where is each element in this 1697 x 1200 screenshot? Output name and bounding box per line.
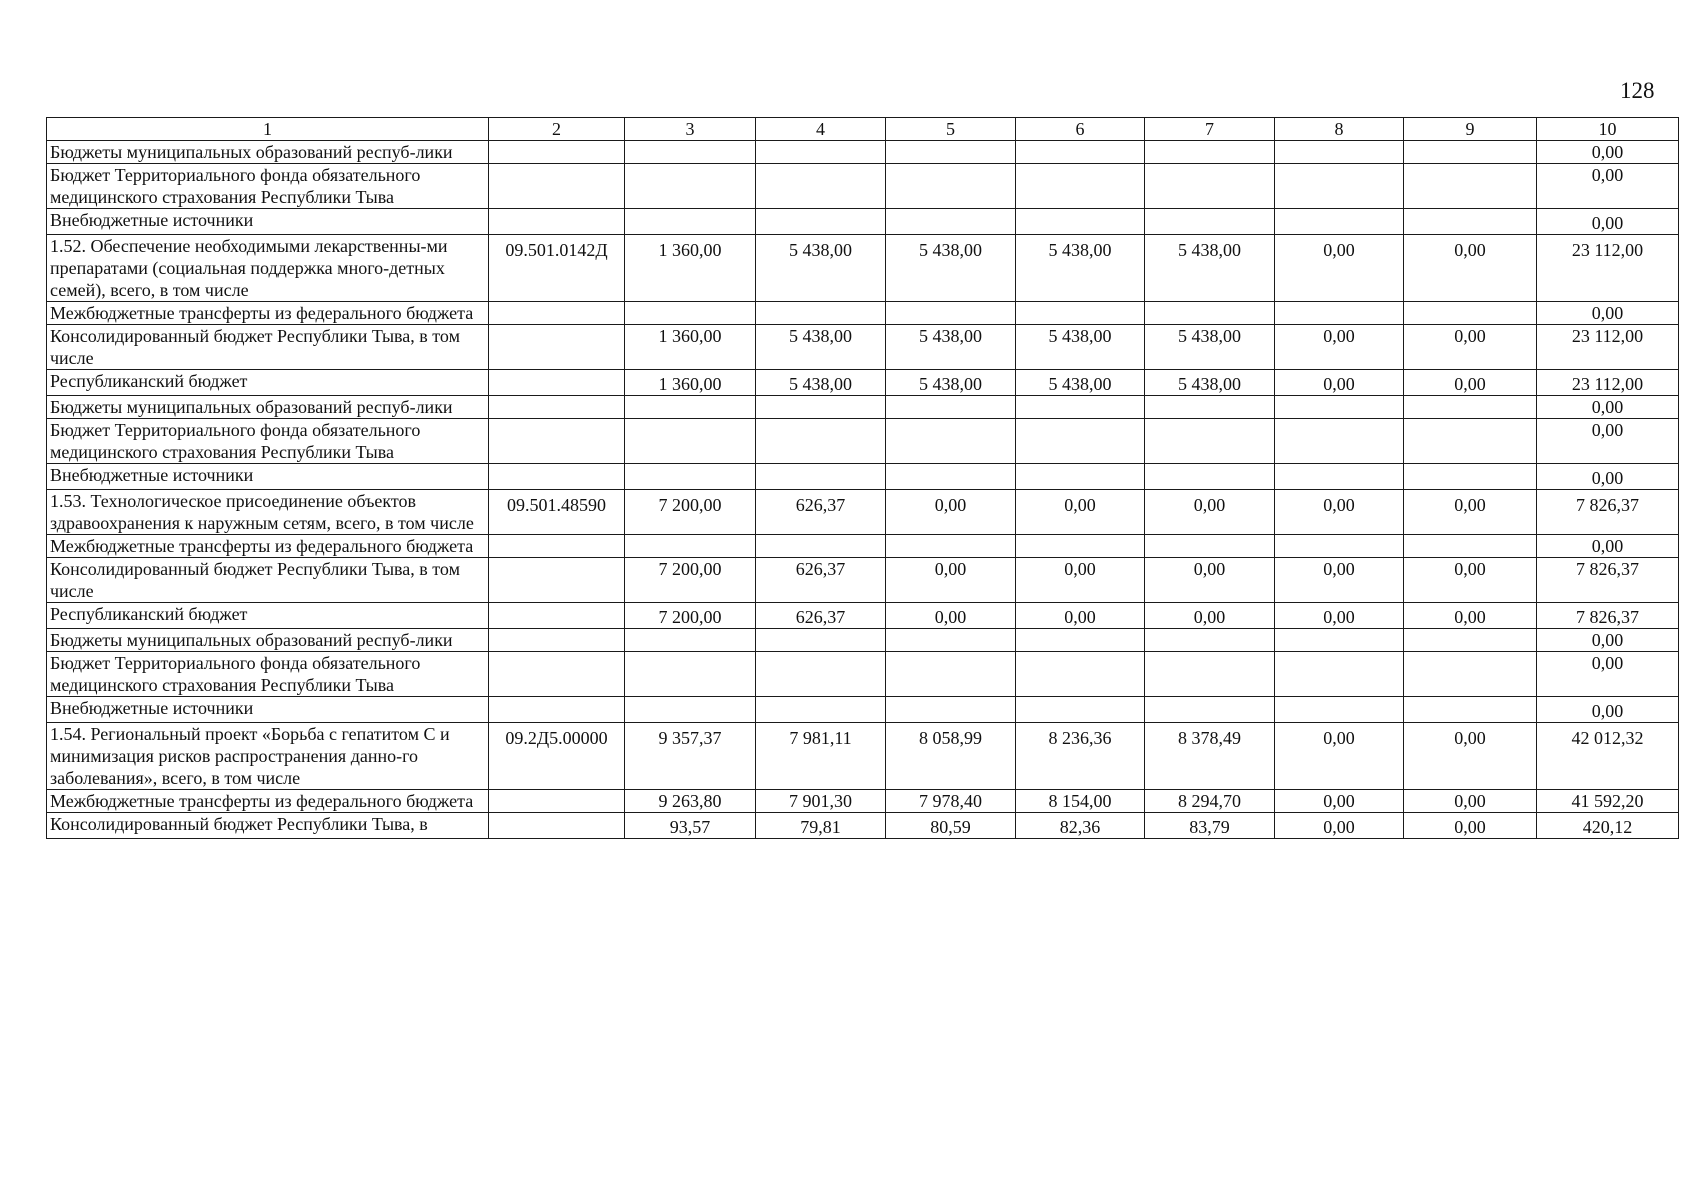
budget-table [46, 117, 1679, 839]
row-value [1275, 629, 1404, 652]
row-value: 7 200,00 [625, 603, 756, 629]
row-label: Консолидированный бюджет Республики Тыва, в [47, 813, 489, 839]
row-value: 5 438,00 [756, 370, 886, 396]
row-total: 7 826,37 [1537, 603, 1679, 629]
row-value [1275, 209, 1404, 235]
row-code [489, 790, 625, 813]
row-value [625, 652, 756, 697]
row-value [625, 209, 756, 235]
row-value [886, 629, 1016, 652]
row-value: 5 438,00 [1016, 370, 1145, 396]
row-value: 0,00 [1145, 558, 1275, 603]
column-header: 4 [756, 118, 886, 141]
row-value: 0,00 [1275, 490, 1404, 535]
row-value [756, 652, 886, 697]
row-label: 1.52. Обеспечение необходимыми лекарственны-ми препаратами (социальная поддержка много-детных семей), всего, в том числе [47, 235, 489, 302]
row-value: 0,00 [1404, 370, 1537, 396]
row-value: 0,00 [1275, 813, 1404, 839]
row-value: 0,00 [1275, 235, 1404, 302]
row-total: 0,00 [1537, 396, 1679, 419]
row-value [886, 396, 1016, 419]
row-value [886, 652, 1016, 697]
row-value: 0,00 [1404, 790, 1537, 813]
row-value: 8 294,70 [1145, 790, 1275, 813]
row-value: 5 438,00 [1145, 370, 1275, 396]
row-value [1145, 629, 1275, 652]
column-header: 10 [1537, 118, 1679, 141]
row-value: 0,00 [1275, 558, 1404, 603]
row-value: 0,00 [1275, 370, 1404, 396]
table-row [47, 464, 1679, 490]
row-value [756, 419, 886, 464]
row-value [1275, 419, 1404, 464]
table-row [47, 164, 1679, 209]
row-value: 7 901,30 [756, 790, 886, 813]
row-value [886, 464, 1016, 490]
row-total: 0,00 [1537, 535, 1679, 558]
row-code [489, 535, 625, 558]
row-label: Консолидированный бюджет Республики Тыва, в том числе [47, 325, 489, 370]
column-header: 6 [1016, 118, 1145, 141]
row-value: 0,00 [1016, 558, 1145, 603]
row-value [886, 302, 1016, 325]
table-row [47, 141, 1679, 164]
row-value: 5 438,00 [1016, 325, 1145, 370]
row-total: 42 012,32 [1537, 723, 1679, 790]
table-row [47, 235, 1679, 302]
row-value: 0,00 [1275, 325, 1404, 370]
table-row [47, 813, 1679, 839]
column-header: 5 [886, 118, 1016, 141]
row-value: 0,00 [1404, 813, 1537, 839]
table-row [47, 419, 1679, 464]
row-value [1016, 164, 1145, 209]
row-value [886, 419, 1016, 464]
row-value [625, 629, 756, 652]
row-code [489, 558, 625, 603]
row-value [1275, 652, 1404, 697]
table-row [47, 723, 1679, 790]
row-code [489, 813, 625, 839]
row-code [489, 302, 625, 325]
column-header: 1 [47, 118, 489, 141]
row-code [489, 209, 625, 235]
row-label: 1.53. Технологическое присоединение объектов здравоохранения к наружным сетям, всего, в том числе [47, 490, 489, 535]
row-value: 5 438,00 [886, 370, 1016, 396]
row-value: 0,00 [1145, 603, 1275, 629]
column-header: 2 [489, 118, 625, 141]
column-header: 3 [625, 118, 756, 141]
row-value: 626,37 [756, 558, 886, 603]
row-value: 0,00 [1404, 490, 1537, 535]
row-value [625, 535, 756, 558]
row-label: 1.54. Региональный проект «Борьба с гепатитом С и минимизация рисков распространения данно-го заболевания», всего, в том числе [47, 723, 489, 790]
row-value: 0,00 [1016, 490, 1145, 535]
row-code [489, 141, 625, 164]
row-label: Бюджеты муниципальных образований респуб-лики [47, 396, 489, 419]
row-total: 0,00 [1537, 141, 1679, 164]
row-value [1404, 209, 1537, 235]
row-value: 0,00 [886, 603, 1016, 629]
column-header: 8 [1275, 118, 1404, 141]
row-total: 23 112,00 [1537, 235, 1679, 302]
row-value [756, 697, 886, 723]
row-total: 0,00 [1537, 629, 1679, 652]
row-total: 420,12 [1537, 813, 1679, 839]
row-value [625, 464, 756, 490]
row-value: 0,00 [1404, 235, 1537, 302]
row-value [756, 164, 886, 209]
row-value: 0,00 [1275, 603, 1404, 629]
row-code [489, 697, 625, 723]
row-value [1145, 396, 1275, 419]
table-row [47, 490, 1679, 535]
row-value [1275, 697, 1404, 723]
row-value [756, 535, 886, 558]
row-value: 93,57 [625, 813, 756, 839]
row-value [1404, 302, 1537, 325]
row-value [1404, 697, 1537, 723]
row-value [756, 209, 886, 235]
row-value [1404, 652, 1537, 697]
row-value: 5 438,00 [1145, 235, 1275, 302]
row-value [1275, 396, 1404, 419]
row-total: 23 112,00 [1537, 370, 1679, 396]
row-value [1145, 697, 1275, 723]
row-value [1016, 652, 1145, 697]
row-value [756, 629, 886, 652]
row-code: 09.501.48590 [489, 490, 625, 535]
row-label: Внебюджетные источники [47, 209, 489, 235]
row-value: 0,00 [1404, 325, 1537, 370]
row-value [1016, 302, 1145, 325]
table-row [47, 209, 1679, 235]
row-value [1145, 419, 1275, 464]
row-value [1404, 535, 1537, 558]
row-value: 0,00 [1275, 723, 1404, 790]
row-value [1145, 652, 1275, 697]
row-code [489, 370, 625, 396]
row-value: 0,00 [1016, 603, 1145, 629]
column-header: 7 [1145, 118, 1275, 141]
row-label: Межбюджетные трансферты из федерального бюджета [47, 302, 489, 325]
row-value: 79,81 [756, 813, 886, 839]
row-total: 0,00 [1537, 209, 1679, 235]
row-total: 0,00 [1537, 419, 1679, 464]
row-value [1016, 396, 1145, 419]
row-label: Бюджет Территориального фонда обязательного медицинского страхования Республики Тыва [47, 164, 489, 209]
row-value [1404, 464, 1537, 490]
row-value: 0,00 [1145, 490, 1275, 535]
row-value: 1 360,00 [625, 235, 756, 302]
column-number-row [47, 118, 1679, 141]
row-value: 9 263,80 [625, 790, 756, 813]
row-value: 5 438,00 [886, 325, 1016, 370]
row-value: 80,59 [886, 813, 1016, 839]
row-value: 8 154,00 [1016, 790, 1145, 813]
row-value: 9 357,37 [625, 723, 756, 790]
row-label: Республиканский бюджет [47, 370, 489, 396]
row-value: 0,00 [886, 490, 1016, 535]
row-label: Бюджет Территориального фонда обязательного медицинского страхования Республики Тыва [47, 419, 489, 464]
row-code [489, 603, 625, 629]
row-value: 5 438,00 [1145, 325, 1275, 370]
table-row [47, 603, 1679, 629]
row-value: 0,00 [886, 558, 1016, 603]
row-value [1404, 396, 1537, 419]
row-value [625, 697, 756, 723]
row-value: 83,79 [1145, 813, 1275, 839]
row-value [1145, 141, 1275, 164]
row-value: 7 978,40 [886, 790, 1016, 813]
row-value: 626,37 [756, 490, 886, 535]
row-value [1275, 302, 1404, 325]
row-value [1404, 629, 1537, 652]
row-total: 41 592,20 [1537, 790, 1679, 813]
row-value [1016, 141, 1145, 164]
row-value: 5 438,00 [1016, 235, 1145, 302]
row-value [1145, 302, 1275, 325]
row-value [625, 164, 756, 209]
row-value [1016, 209, 1145, 235]
table-row [47, 790, 1679, 813]
row-value [1145, 464, 1275, 490]
row-total: 0,00 [1537, 164, 1679, 209]
row-code [489, 464, 625, 490]
row-value: 5 438,00 [756, 235, 886, 302]
row-total: 23 112,00 [1537, 325, 1679, 370]
row-label: Внебюджетные источники [47, 464, 489, 490]
row-value: 7 200,00 [625, 558, 756, 603]
row-value: 1 360,00 [625, 325, 756, 370]
row-total: 0,00 [1537, 302, 1679, 325]
row-code [489, 164, 625, 209]
row-value [886, 141, 1016, 164]
table-row [47, 396, 1679, 419]
row-value: 0,00 [1275, 790, 1404, 813]
row-value [886, 697, 1016, 723]
row-value: 0,00 [1404, 603, 1537, 629]
row-value [625, 141, 756, 164]
table-row [47, 629, 1679, 652]
row-value [886, 209, 1016, 235]
row-value [756, 302, 886, 325]
row-value [625, 302, 756, 325]
row-value [1016, 629, 1145, 652]
row-value: 7 981,11 [756, 723, 886, 790]
row-value: 0,00 [1404, 558, 1537, 603]
table-row [47, 535, 1679, 558]
row-value: 5 438,00 [886, 235, 1016, 302]
row-value [1404, 419, 1537, 464]
row-label: Внебюджетные источники [47, 697, 489, 723]
table-row [47, 370, 1679, 396]
row-value [1275, 535, 1404, 558]
page-number: 128 [1620, 78, 1655, 103]
row-value: 0,00 [1404, 723, 1537, 790]
row-code [489, 419, 625, 464]
row-value [1404, 141, 1537, 164]
row-value [1145, 209, 1275, 235]
table-row [47, 325, 1679, 370]
row-value: 82,36 [1016, 813, 1145, 839]
row-label: Республиканский бюджет [47, 603, 489, 629]
row-value [1275, 141, 1404, 164]
table-row [47, 558, 1679, 603]
row-value [886, 535, 1016, 558]
row-value [756, 396, 886, 419]
row-value [1145, 535, 1275, 558]
column-header: 9 [1404, 118, 1537, 141]
row-value: 8 236,36 [1016, 723, 1145, 790]
row-total: 0,00 [1537, 464, 1679, 490]
row-value: 8 058,99 [886, 723, 1016, 790]
row-code [489, 652, 625, 697]
row-value: 8 378,49 [1145, 723, 1275, 790]
table-row [47, 697, 1679, 723]
row-value [1404, 164, 1537, 209]
row-value: 5 438,00 [756, 325, 886, 370]
row-label: Межбюджетные трансферты из федерального бюджета [47, 535, 489, 558]
row-total: 7 826,37 [1537, 558, 1679, 603]
row-label: Межбюджетные трансферты из федерального бюджета [47, 790, 489, 813]
row-value [886, 164, 1016, 209]
row-total: 0,00 [1537, 652, 1679, 697]
row-total: 0,00 [1537, 697, 1679, 723]
row-code [489, 325, 625, 370]
table-row [47, 302, 1679, 325]
row-code [489, 629, 625, 652]
row-value [1016, 419, 1145, 464]
row-label: Бюджеты муниципальных образований респуб-лики [47, 141, 489, 164]
row-value [625, 419, 756, 464]
row-value: 626,37 [756, 603, 886, 629]
row-label: Бюджеты муниципальных образований респуб-лики [47, 629, 489, 652]
row-code: 09.2Д5.00000 [489, 723, 625, 790]
row-value [756, 464, 886, 490]
row-value: 7 200,00 [625, 490, 756, 535]
row-value [1016, 535, 1145, 558]
row-value [756, 141, 886, 164]
table-body [47, 141, 1679, 839]
row-value [1016, 697, 1145, 723]
row-code [489, 396, 625, 419]
row-total: 7 826,37 [1537, 490, 1679, 535]
row-code: 09.501.0142Д [489, 235, 625, 302]
row-label: Бюджет Территориального фонда обязательного медицинского страхования Республики Тыва [47, 652, 489, 697]
row-value [1275, 464, 1404, 490]
row-label: Консолидированный бюджет Республики Тыва, в том числе [47, 558, 489, 603]
row-value [1275, 164, 1404, 209]
row-value: 1 360,00 [625, 370, 756, 396]
row-value [1016, 464, 1145, 490]
table-row [47, 652, 1679, 697]
row-value [625, 396, 756, 419]
row-value [1145, 164, 1275, 209]
